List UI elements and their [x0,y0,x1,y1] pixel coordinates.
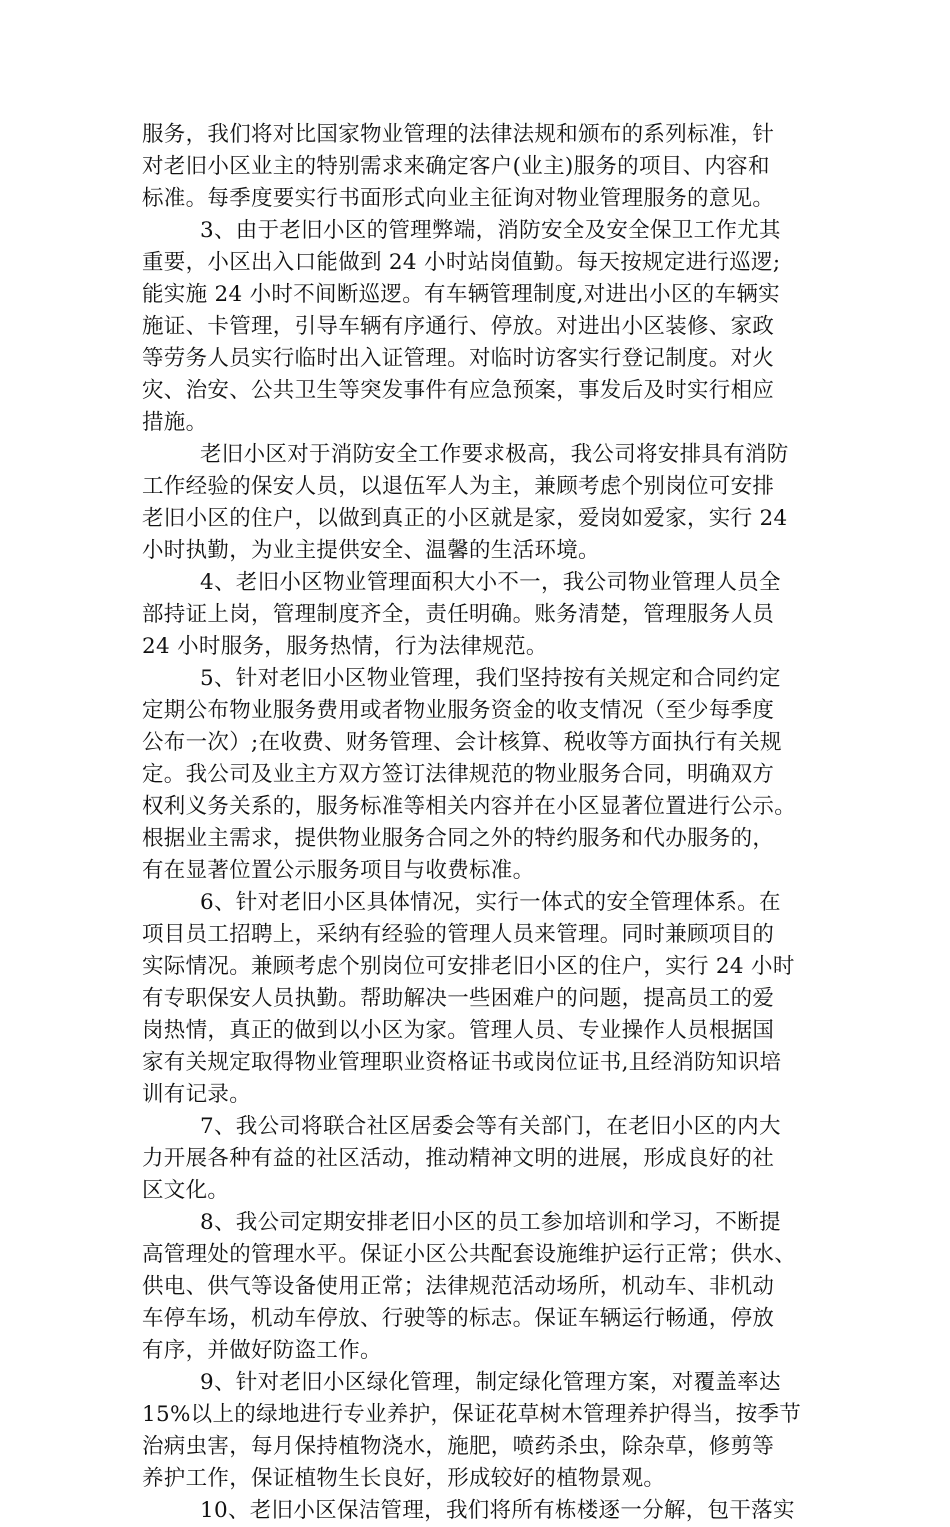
text-line: 力开展各种有益的社区活动，推动精神文明的进展，形成良好的社 [142,1146,775,1171]
paragraph-first-line: 8、我公司定期安排老旧小区的员工参加培训和学习，不断提 [200,1210,781,1235]
text-line: 部持证上岗，管理制度齐全，责任明确。账务清楚，管理服务人员 [142,602,775,627]
text-line: 工作经验的保安人员，以退伍军人为主，兼顾考虑个别岗位可安排 [142,474,775,499]
paragraph-first-line: 4、老旧小区物业管理面积大小不一，我公司物业管理人员全 [200,570,781,595]
paragraph-first-line: 10、老旧小区保洁管理，我们将所有栋楼逐一分解，包干落实 [200,1498,795,1523]
text-line: 有在显著位置公示服务项目与收费标准。 [142,858,535,883]
text-line: 车停车场，机动车停放、行驶等的标志。保证车辆运行畅通，停放 [142,1306,775,1331]
text-line: 实际情况。兼顾考虑个别岗位可安排老旧小区的住户，实行 24 小时 [142,954,795,979]
paragraph-first-line: 3、由于老旧小区的管理弊端，消防安全及安全保卫工作尤其 [200,218,781,243]
paragraph-first-line: 老旧小区对于消防安全工作要求极高，我公司将安排具有消防 [200,442,789,467]
document-body [142,119,810,1527]
text-line: 施证、卡管理，引导车辆有序通行、停放。对进出小区装修、家政 [142,314,775,339]
text-line: 对老旧小区业主的特别需求来确定客户(业主)服务的项目、内容和 [142,154,770,179]
text-line: 公布一次）;在收费、财务管理、会计核算、税收等方面执行有关规 [142,730,782,755]
text-line: 高管理处的管理水平。保证小区公共配套设施维护运行正常；供水、 [142,1242,797,1267]
text-line: 能实施 24 小时不间断巡逻。有车辆管理制度,对进出小区的车辆实 [142,282,780,307]
text-line: 区文化。 [142,1178,230,1203]
text-line: 有序，并做好防盗工作。 [142,1338,382,1363]
text-line: 15%以上的绿地进行专业养护，保证花草树木管理养护得当，按季节 [142,1402,802,1427]
paragraph-first-line: 6、针对老旧小区具体情况，实行一体式的安全管理体系。在 [200,890,781,915]
text-line: 有专职保安人员执勤。帮助解决一些困难户的问题，提高员工的爱 [142,986,775,1011]
text-line: 训有记录。 [142,1082,252,1107]
text-line: 老旧小区的住户，以做到真正的小区就是家，爱岗如爱家，实行 24 [142,506,788,531]
text-line: 24 小时服务，服务热情，行为法律规范。 [142,634,548,659]
text-line: 定。我公司及业主方双方签订法律规范的物业服务合同，明确双方 [142,762,775,787]
paragraph-first-line: 5、针对老旧小区物业管理，我们坚持按有关规定和合同约定 [200,666,781,691]
text-line: 养护工作，保证植物生长良好，形成较好的植物景观。 [142,1466,666,1491]
text-line: 等劳务人员实行临时出入证管理。对临时访客实行登记制度。对火 [142,346,775,371]
text-line: 项目员工招聘上，采纳有经验的管理人员来管理。同时兼顾项目的 [142,922,775,947]
text-line: 治病虫害，每月保持植物浇水，施肥，喷药杀虫，除杂草，修剪等 [142,1434,775,1459]
text-line: 措施。 [142,410,208,435]
text-line: 供电、供气等设备使用正常；法律规范活动场所，机动车、非机动 [142,1274,775,1299]
paragraph-first-line: 9、针对老旧小区绿化管理，制定绿化管理方案，对覆盖率达 [200,1370,781,1395]
text-line: 岗热情，真正的做到以小区为家。管理人员、专业操作人员根据国 [142,1018,775,1043]
text-line: 小时执勤，为业主提供安全、温馨的生活环境。 [142,538,600,563]
text-line: 服务，我们将对比国家物业管理的法律法规和颁布的系列标准，针 [142,122,775,147]
text-line: 家有关规定取得物业管理职业资格证书或岗位证书,且经消防知识培 [142,1050,782,1075]
text-line: 重要，小区出入口能做到 24 小时站岗值勤。每天按规定进行巡逻; [142,250,781,275]
paragraph-first-line: 7、我公司将联合社区居委会等有关部门，在老旧小区的内大 [200,1114,781,1139]
text-line: 权利义务关系的，服务标准等相关内容并在小区显著位置进行公示。 [142,794,797,819]
text-line: 根据业主需求，提供物业服务合同之外的特约服务和代办服务的， [142,826,775,851]
text-line: 灾、治安、公共卫生等突发事件有应急预案，事发后及时实行相应 [142,378,775,403]
text-line: 标准。每季度要实行书面形式向业主征询对物业管理服务的意见。 [142,186,775,211]
text-line: 定期公布物业服务费用或者物业服务资金的收支情况（至少每季度 [142,698,775,723]
